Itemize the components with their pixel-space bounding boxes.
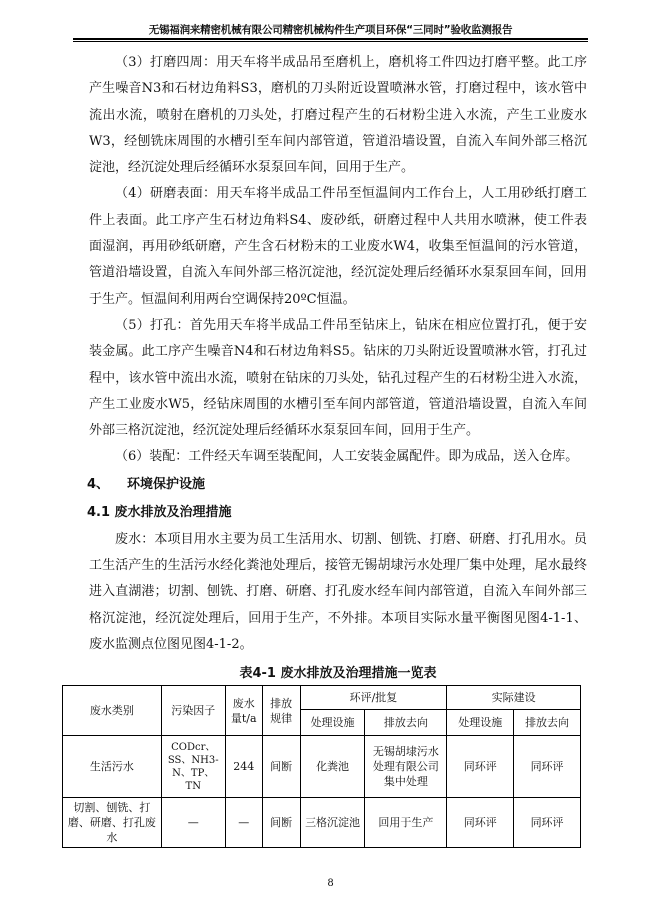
th-wastewater-type: 废水类别	[63, 686, 162, 736]
th-facility-actual: 处理设施	[447, 710, 514, 736]
paragraph-drilling: （5）打孔：首先用天车将半成品工件吊至钻床上，钻床在相应位置打孔，便于安装金属。此工序产生噪音N4和石材边角料S5。钻床的刀头附近设置喷淋水管，打孔过程中，该水管中流出水流，喷射在钻床的刀头处，钻孔过程产生的石材粉尘进入水流，产生工业废水W5，经钻床周围的水槽引至车间内部管道，管道沿墙设置，自流入车间外部三格沉淀池，经沉淀处理后经循环水泵泵回车间，回用于生产。	[89, 317, 587, 439]
table-title: 表4-1 废水排放及治理措施一览表	[239, 666, 437, 682]
cell-facility-actual: 同环评	[447, 798, 514, 848]
th-eia: 环评/批复	[300, 686, 447, 710]
cell-destination-actual: 同环评	[514, 798, 581, 848]
th-actual: 实际建设	[447, 686, 581, 710]
page-number: 8	[327, 878, 334, 889]
th-pollutant: 污染因子	[161, 686, 225, 736]
th-volume: 废水量t/a	[225, 686, 262, 736]
cell-pollutant: —	[161, 798, 225, 848]
paragraph-wastewater: 废水：本项目用水主要为员工生活用水、切割、刨铣、打磨、研磨、打孔用水。员工生活产生的生活污水经化粪池处理后，接管无锡胡埭污水处理厂集中处理，尾水最终进入直湖港；切割、刨铣、打磨、研磨、打孔废水经车间内部管道，自流入车间外部三格沉淀池，经沉淀处理后，回用于生产，不外排。本项目实际水量平衡图见图4-1-1、废水监测点位图见图4-1-2。	[89, 531, 587, 652]
table-row	[63, 736, 581, 798]
section-number: 4、	[87, 476, 110, 492]
cell-volume: 244	[225, 736, 262, 798]
table-row	[63, 798, 581, 848]
paragraph-assembly: （6）装配：工件经天车调至装配间，人工安装金属配件。即为成品，送入仓库。	[115, 449, 579, 465]
section-title: 环境保护设施	[127, 476, 206, 492]
cell-facility: 三格沉淀池	[300, 798, 365, 848]
th-facility: 处理设施	[300, 710, 365, 736]
paragraph-surface-polishing: （4）研磨表面：用天车将半成品工件吊至恒温间内工作台上，人工用砂纸打磨工件上表面。此工序产生石材边角料S4、废砂纸，研磨过程中人共用水喷淋，使工件表面湿润，再用砂纸研磨，产生含石材粉末的工业废水W4，收集至恒温间的污水管道，管道沿墙设置，自流入车间外部三格沉淀池，经沉淀处理后经循环水泵泵回车间，回用于生产。恒温间利用两台空调保持20ºC恒温。	[89, 186, 587, 307]
cell-pollutant: CODcr、SS、NH3-N、TP、TN	[161, 736, 225, 798]
cell-volume: —	[225, 798, 262, 848]
th-destination: 排放去向	[365, 710, 447, 736]
paragraph-grinding-edges: （3）打磨四周：用天车将半成品吊至磨机上，磨机将工件四边打磨平整。此工序产生噪音N3和石材边角料S3，磨机的刀头附近设置喷淋水管，打磨过程中，该水管中流出水流，喷射在磨机的刀头处，打磨过程产生的石材粉尘进入水流，产生工业废水W3，经刨铣床周围的水槽引至车间内部管道，管道沿墙设置，自流入车间外部三格沉淀池，经沉淀处理后经循环水泵泵回车间，回用于生产。	[89, 55, 587, 176]
cell-pattern: 间断	[262, 798, 300, 848]
section-heading-4	[87, 471, 587, 499]
page-content	[67, 50, 587, 848]
th-pattern: 排放规律	[262, 686, 300, 736]
cell-destination: 无锡胡埭污水处理有限公司集中处理	[365, 736, 447, 798]
cell-facility-actual: 同环评	[447, 736, 514, 798]
cell-type: 生活污水	[63, 736, 162, 798]
cell-facility: 化粪池	[300, 736, 365, 798]
th-destination-actual: 排放去向	[514, 710, 581, 736]
section-heading-4-1: 4.1 废水排放及治理措施	[87, 504, 232, 520]
header-rule-thin	[73, 41, 588, 42]
cell-pattern: 间断	[262, 736, 300, 798]
cell-destination: 回用于生产	[365, 798, 447, 848]
cell-destination-actual: 同环评	[514, 736, 581, 798]
header-rule-thick	[73, 38, 588, 40]
cell-type: 切割、刨铣、打磨、研磨、打孔废水	[63, 798, 162, 848]
wastewater-table	[62, 685, 581, 848]
page-header: 无锡福润来精密机械有限公司精密机械构件生产项目环保“三同时”验收监测报告	[148, 24, 513, 36]
